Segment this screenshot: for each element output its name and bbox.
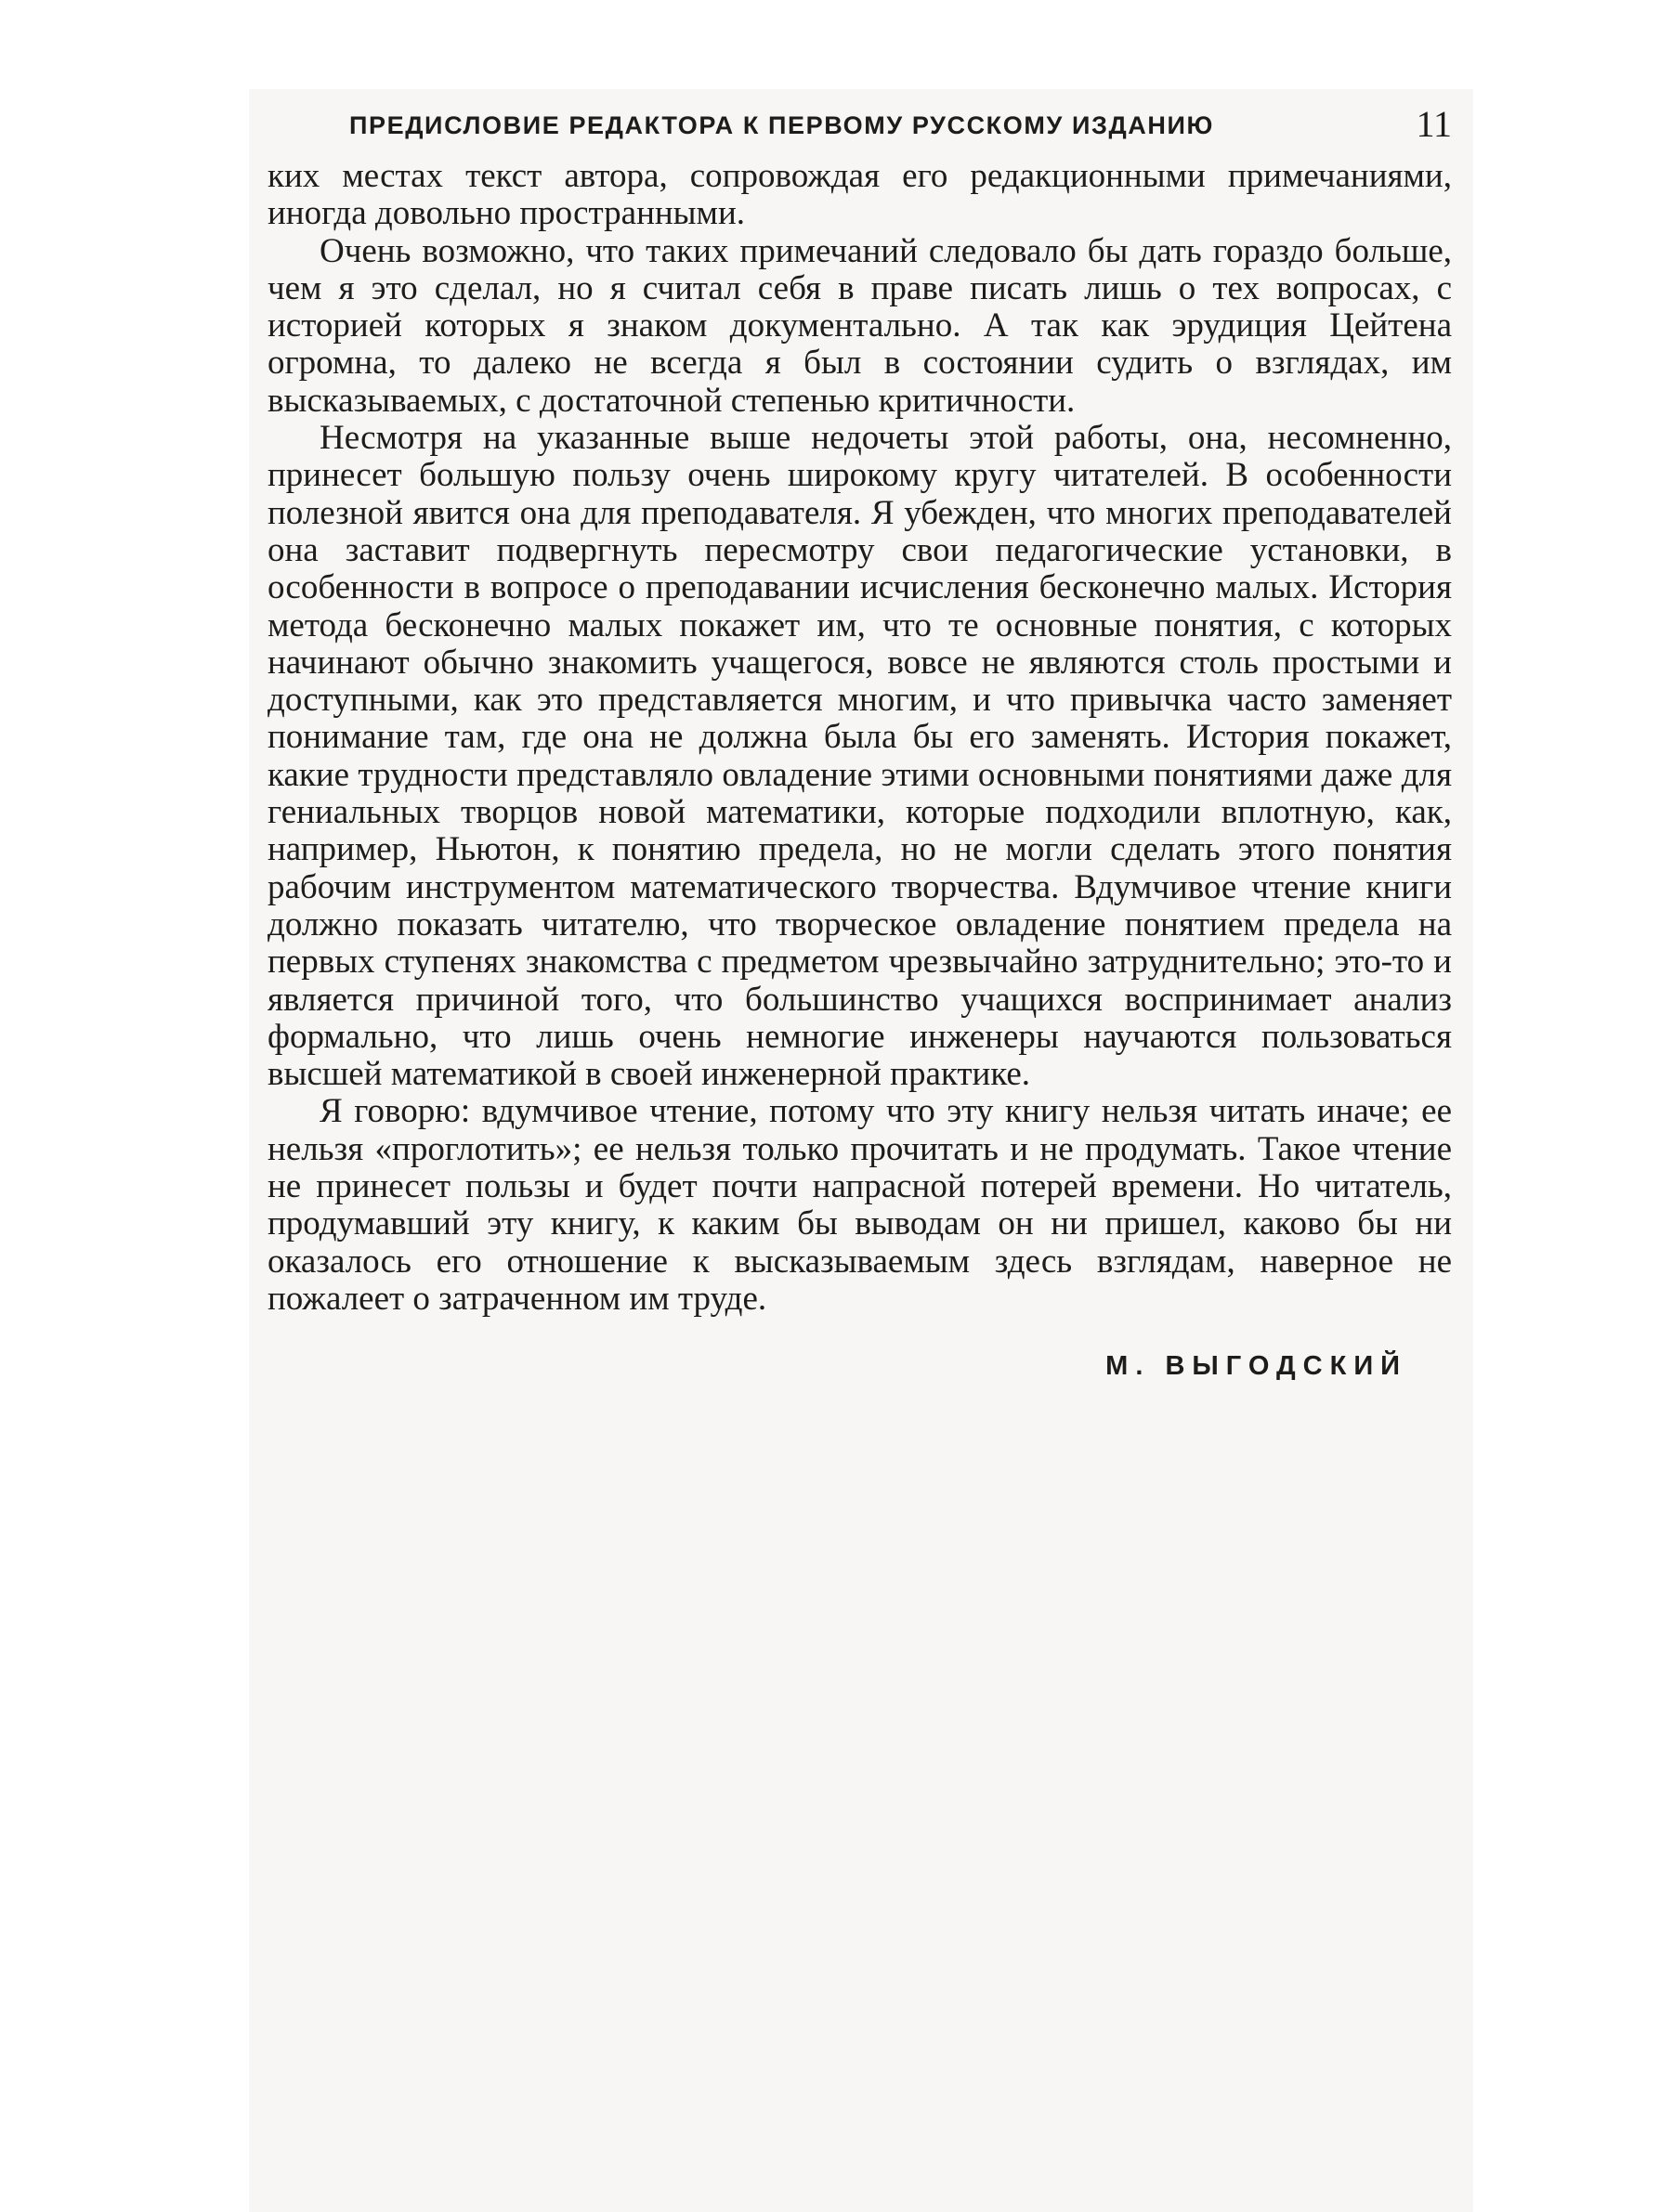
document-page [268, 102, 1452, 1382]
author-signature: М. ВЫГОДСКИЙ [1105, 1351, 1407, 1382]
running-title: ПРЕДИСЛОВИЕ РЕДАКТОРА К ПЕРВОМУ РУССКОМУ ИЗДАНИЮ [349, 111, 1214, 139]
running-head [268, 102, 1452, 147]
page-number: 11 [1416, 103, 1452, 145]
body-text [268, 158, 1452, 1318]
paragraph: Я говорю: вдумчивое чтение, потому что эту книгу нельзя читать иначе; ее нельзя «проглотить»; ее нельзя только прочитать и не продумать. Такое чтение не принесет пользы и будет почти напрасной потерей времени. Но читатель, продумавший эту книгу, к каким бы выводам он ни пришел, каково бы ни оказалось его отношение к высказываемым здесь взглядам, наверное не пожалеет о затраченном им труде. [268, 1092, 1452, 1318]
paragraph-continuation: ких местах текст автора, сопровождая его редакционными примечаниями, иногда довольно пространными. [268, 157, 1452, 233]
paragraph: Несмотря на указанные выше недочеты этой работы, она, несомненно, принесет большую пользу очень широкому кругу читателей. В особенности полезной явится она для преподавателя. Я убежден, что многих преподавателей она заставит подвергнуть пересмотру свои педагогические установки, в особенности в вопросе о преподавании исчисления бесконечно малых. История метода бесконечно малых покажет им, что те основные понятия, с которых начинают обычно знакомить учащегося, вовсе не являются столь простыми и доступными, как это представляется многим, и что привычка часто заменяет понимание там, где она не должна была бы его заменять. История покажет, какие трудности представляло овладение этими основными понятиями даже для гениальных творцов новой математики, которые подходили вплотную, как, например, Ньютон, к понятию предела, но не могли сделать этого понятия рабочим инструментом математического творчества. Вдумчивое чтение книги должно показать читателю, что творческое овладение понятием предела на первых ступенях знакомства с предметом чрезвычайно затруднительно; это-то и является причиной того, что большинство учащихся воспринимает анализ формально, что лишь очень немногие инженеры научаются пользоваться высшей математикой в своей инженерной практике. [268, 419, 1452, 1094]
paragraph: Очень возможно, что таких примечаний следовало бы дать гораздо больше, чем я это сделал, но я считал себя в праве писать лишь о тех вопросах, с историей которых я знаком документально. А так как эрудиция Цейтена огромна, то далеко не всегда я был в состоянии судить о взглядах, им высказываемых, с достаточной степенью критичности. [268, 231, 1452, 420]
